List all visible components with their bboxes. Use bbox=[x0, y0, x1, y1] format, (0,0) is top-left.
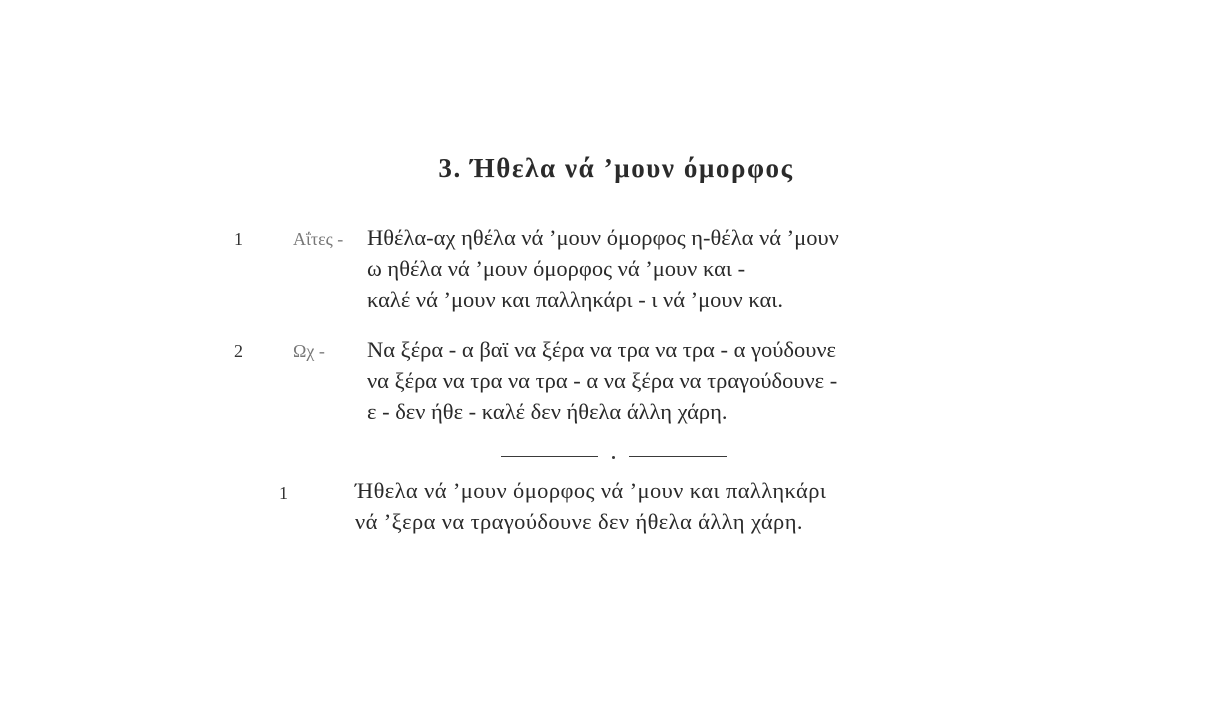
section-divider bbox=[501, 450, 727, 464]
stanza-line: καλέ νά ’μουν και παλληκάρι - ι νά ’μουν και. bbox=[367, 287, 783, 312]
stanza-lines bbox=[367, 222, 839, 315]
divider-rule-right bbox=[629, 456, 727, 457]
verse-lines bbox=[355, 475, 826, 537]
verse-line: Ήθελα νά ’μουν όμορφος νά ’μουν και παλληκάρι bbox=[355, 478, 827, 503]
divider-dot bbox=[612, 456, 615, 459]
divider-rule-left bbox=[501, 456, 598, 457]
singer-label: Ωχ - bbox=[293, 341, 325, 361]
stanza-number: 1 bbox=[234, 229, 243, 249]
singer-label: Αΐτες - bbox=[293, 229, 344, 249]
song-title: 3. Ήθελα νά ’μουν όμορφος bbox=[438, 153, 794, 183]
verse-number: 1 bbox=[279, 483, 288, 503]
verse-line: νά ’ξερα να τραγούδουνε δεν ήθελα άλλη χάρη. bbox=[355, 509, 803, 534]
stanza-line: ω ηθέλα νά ’μουν όμορφος νά ’μουν και - bbox=[367, 256, 746, 281]
stanza-line: να ξέρα να τρα να τρα - α να ξέρα να τραγούδουνε - bbox=[367, 368, 838, 393]
stanza-line: Ηθέλα-αχ ηθέλα νά ’μουν όμορφος η-θέλα νά ’μουν bbox=[367, 225, 839, 250]
stanza-number: 2 bbox=[234, 341, 243, 361]
stanza-line: ε - δεν ήθε - καλέ δεν ήθελα άλλη χάρη. bbox=[367, 399, 728, 424]
stanza-line: Να ξέρα - α βαϊ να ξέρα να τρα να τρα - α γούδουνε bbox=[367, 337, 836, 362]
stanza-lines bbox=[367, 334, 837, 427]
